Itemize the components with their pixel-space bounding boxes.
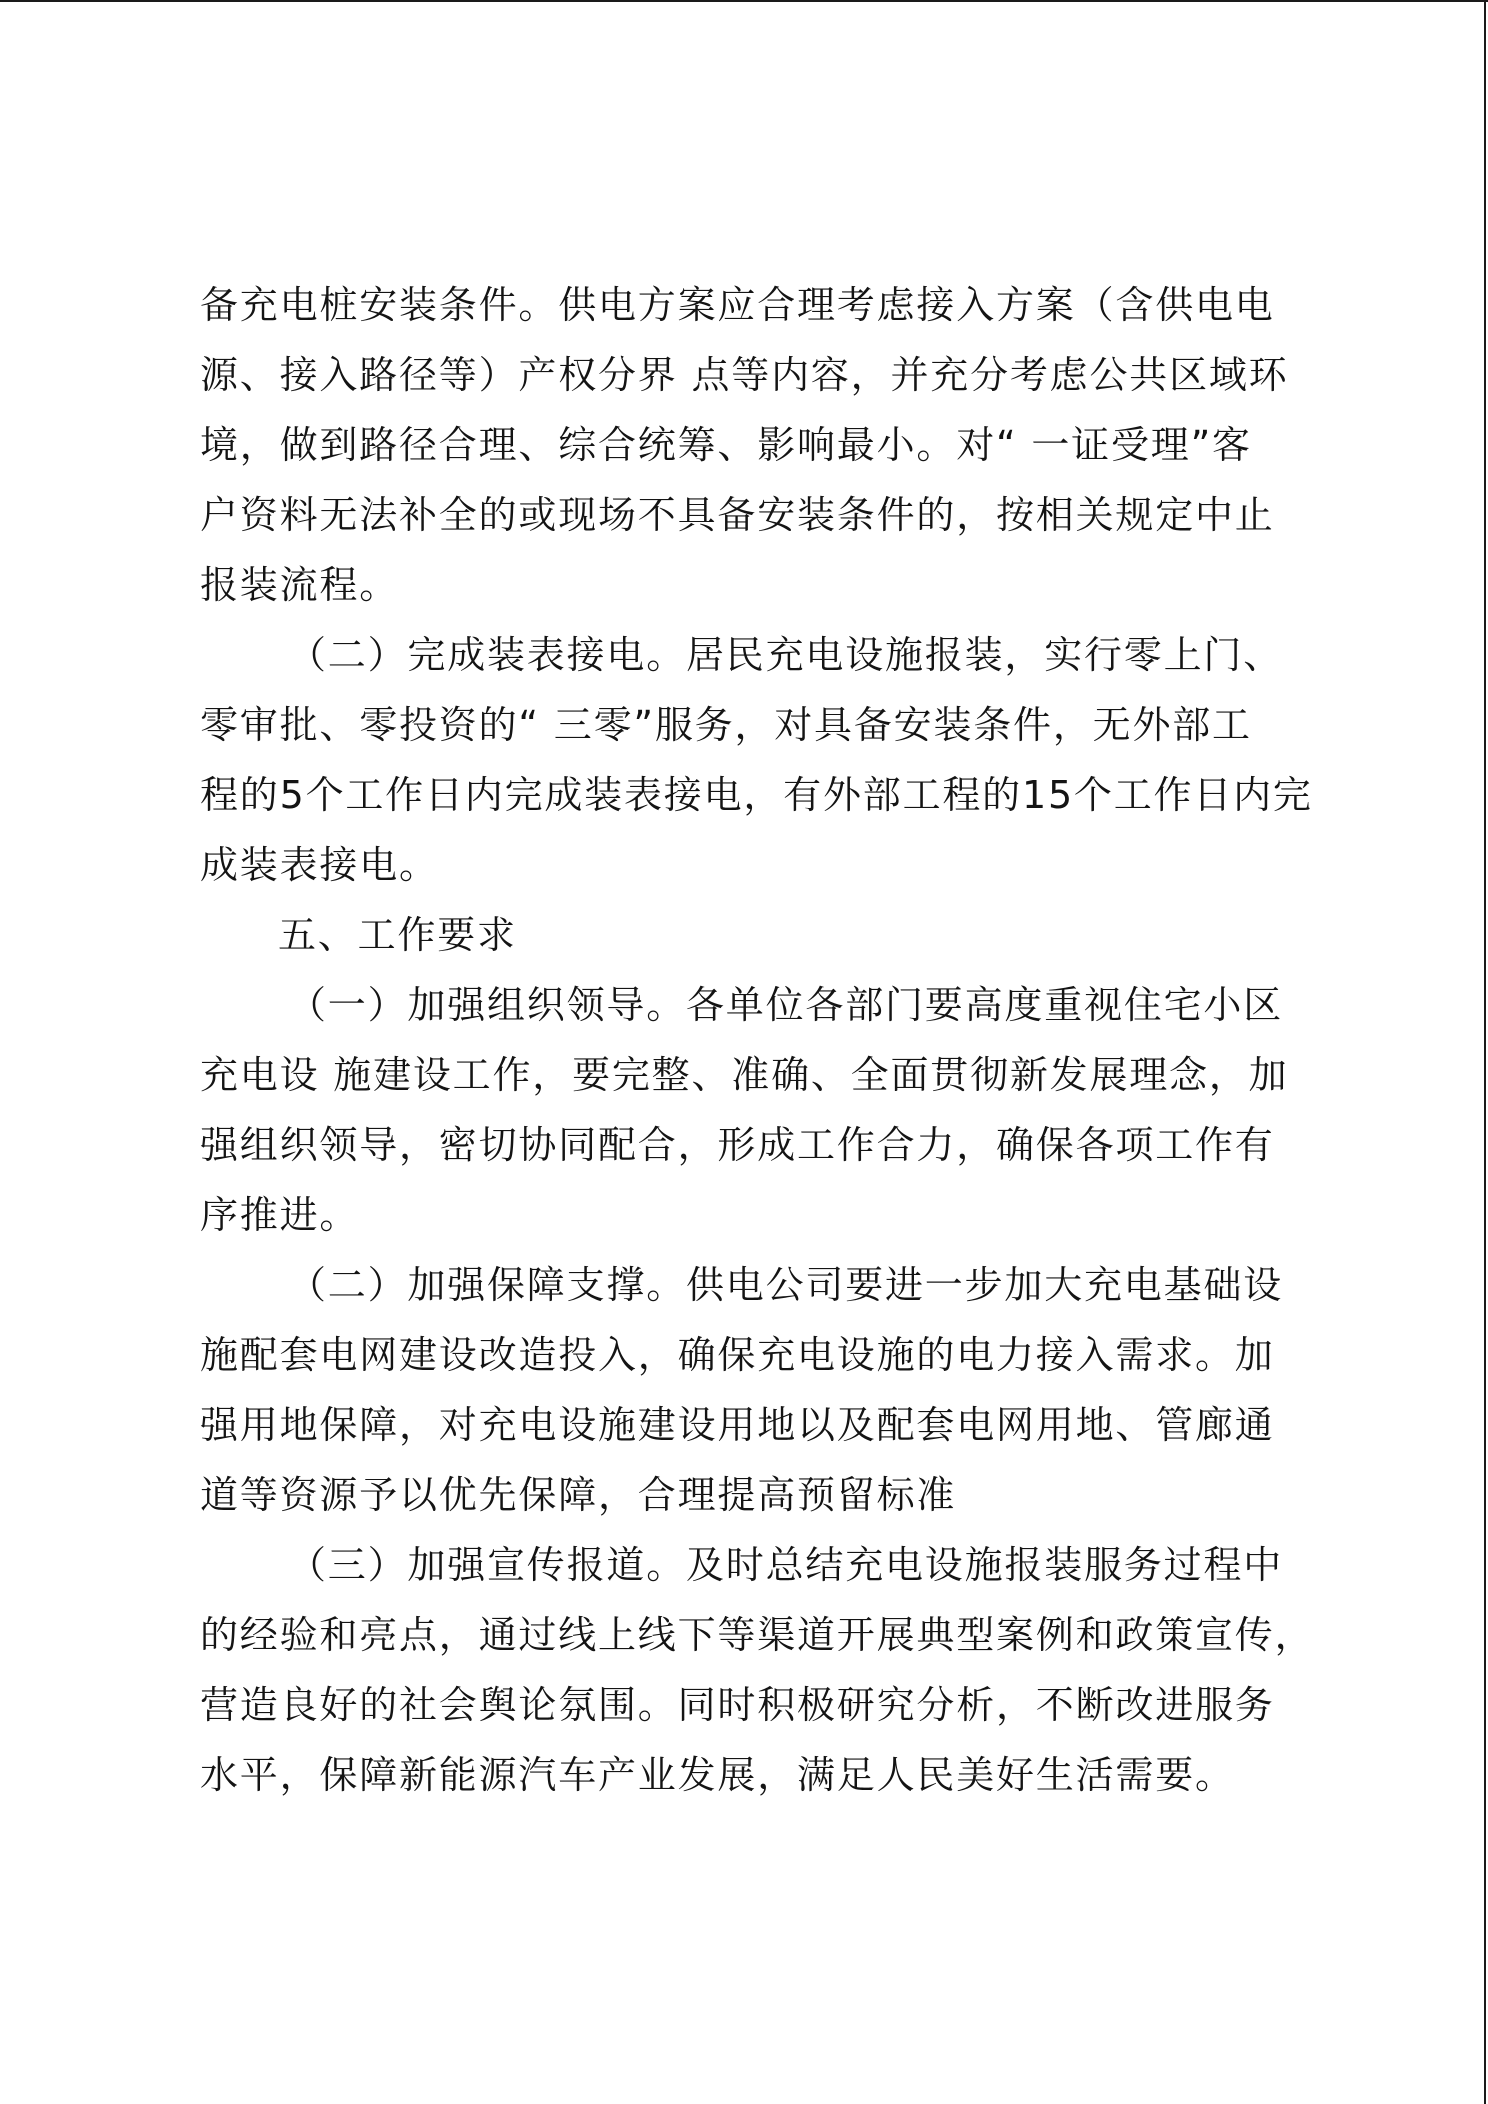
paragraph-publicity	[200, 1530, 1315, 1810]
section-heading-work-requirements	[200, 900, 1310, 970]
text-line: 强组织领导，密切协同配合，形成工作合力，确保各项工作有	[200, 1123, 1275, 1167]
text-line: 施配套电网建设改造投入，确保充电设施的电力接入需求。加	[200, 1333, 1275, 1377]
text-line: 零审批、零投资的“ 三零”服务，对具备安装条件，无外部工	[200, 703, 1252, 747]
text-line: （二）加强保障支撑。供电公司要进一步加大充电基础设	[288, 1263, 1284, 1307]
paragraph-supply-plan	[200, 270, 1310, 620]
text-line: 备充电桩安装条件。供电方案应合理考虑接入方案（含供电电	[200, 283, 1275, 327]
text-line: 境，做到路径合理、综合统筹、影响最小。对“ 一证受理”客	[200, 423, 1252, 467]
page-top-border	[0, 0, 1488, 2]
section-heading: 五、工作要求	[278, 913, 517, 957]
text-line: 的经验和亮点，通过线上线下等渠道开展典型案例和政策宣传，	[200, 1613, 1315, 1657]
text-line: 成装表接电。	[200, 843, 439, 887]
text-line: 报装流程。	[200, 563, 400, 607]
page-right-border	[1484, 0, 1486, 2104]
paragraph-meter-installation	[200, 620, 1313, 900]
text-line: 道等资源予以优先保障，合理提高预留标准	[200, 1473, 957, 1517]
text-line: 充电设 施建设工作，要完整、准确、全面贯彻新发展理念，加	[200, 1053, 1289, 1097]
paragraph-guarantee-support	[200, 1250, 1310, 1530]
text-line: （一）加强组织领导。各单位各部门要高度重视住宅小区	[288, 983, 1284, 1027]
text-line: （二）完成装表接电。居民充电设施报装，实行零上门、	[288, 633, 1284, 677]
text-line: 源、接入路径等）产权分界 点等内容，并充分考虑公共区域环	[200, 353, 1289, 397]
text-line: 户资料无法补全的或现场不具备安装条件的，按相关规定中止	[200, 493, 1275, 537]
text-line: 程的5个工作日内完成装表接电，有外部工程的15个工作日内完	[200, 773, 1313, 817]
document-body	[200, 270, 1315, 1810]
text-line: （三）加强宣传报道。及时总结充电设施报装服务过程中	[288, 1543, 1284, 1587]
text-line: 营造良好的社会舆论氛围。同时积极研究分析，不断改进服务	[200, 1683, 1275, 1727]
text-line: 强用地保障，对充电设施建设用地以及配套电网用地、管廊通	[200, 1403, 1275, 1447]
text-line: 序推进。	[200, 1193, 360, 1237]
text-line: 水平，保障新能源汽车产业发展，满足人民美好生活需要。	[200, 1753, 1235, 1797]
paragraph-organization-leadership	[200, 970, 1310, 1250]
